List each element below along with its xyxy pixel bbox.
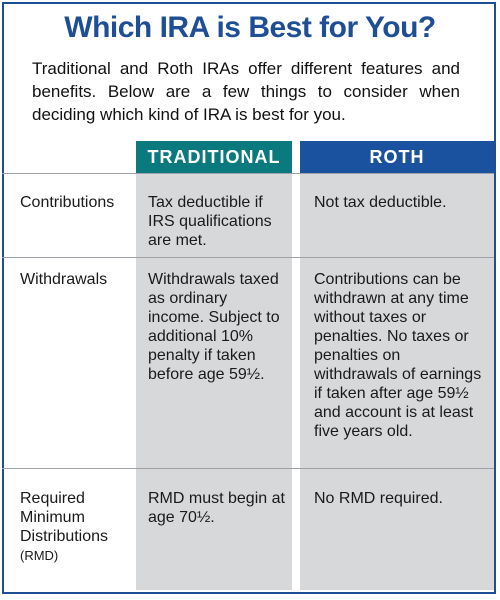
intro-paragraph: Traditional and Roth IRAs offer different features and benefits. Below are a few things to consider when deciding which kind of IRA is best for you. xyxy=(32,59,460,124)
roth-withdrawals-cell: Contributions can be withdrawn at any time without taxes or penalties. No taxes or penalties on withdrawals of earnings if taken after age 59½ and account is at least five years old. xyxy=(314,271,482,440)
row-divider xyxy=(2,257,494,258)
traditional-column-header: TRADITIONAL xyxy=(136,141,292,173)
traditional-contributions-cell: Tax deductible if IRS qualifications are met. xyxy=(148,194,272,249)
row-label-withdrawals: Withdrawals xyxy=(20,271,108,288)
row-label-rmd xyxy=(20,489,132,565)
traditional-withdrawals-cell: Withdrawals taxed as ordinary income. Subject to additional 10% penalty if taken before age 59½. xyxy=(148,271,280,383)
row-label-contributions: Contributions xyxy=(20,194,115,211)
row-divider xyxy=(2,173,494,174)
page-title: Which IRA is Best for You? xyxy=(64,11,436,44)
roth-column-header: ROTH xyxy=(300,141,494,173)
roth-rmd-cell: No RMD required. xyxy=(314,490,443,507)
traditional-rmd-cell: RMD must begin at age 70½. xyxy=(148,490,285,526)
rmd-label-abbreviation: (RMD) xyxy=(20,548,59,563)
rmd-label-text: Required Minimum Distributions xyxy=(20,490,109,545)
roth-contributions-cell: Not tax deductible. xyxy=(314,194,447,211)
row-divider xyxy=(2,468,494,469)
